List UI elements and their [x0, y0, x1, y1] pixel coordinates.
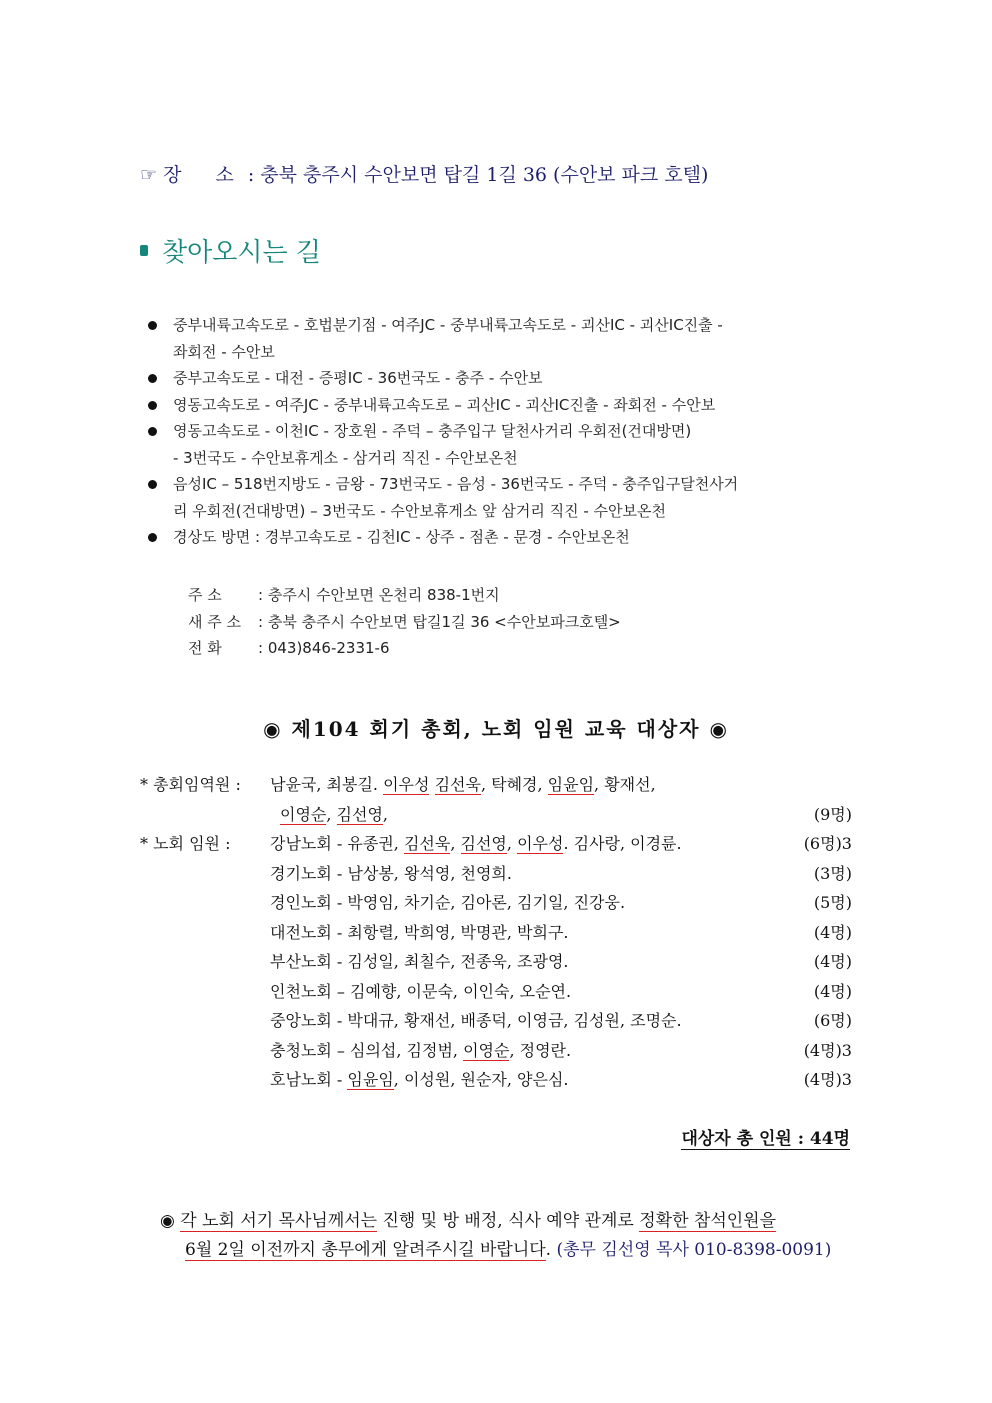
notice-line-1 — [160, 1207, 860, 1236]
presbytery-entry — [270, 859, 512, 889]
member-text: , — [506, 834, 518, 853]
officer-underlined-name: 임윤임 — [547, 775, 595, 794]
contact-info: (총무 김선영 목사 010-8398-0091) — [556, 1240, 832, 1260]
venue-label: 장 소 — [163, 164, 248, 186]
venue-separator: : — [247, 164, 255, 186]
general-officers-names — [280, 800, 388, 830]
presbytery-name: 대전노회 — [270, 922, 337, 942]
presbytery-row — [140, 977, 852, 1007]
member-text: - 남상봉, 왕석영, 천영희. — [336, 863, 512, 883]
presbytery-name: 인천노회 — [270, 981, 337, 1001]
bullet-icon — [148, 321, 157, 330]
route-item — [148, 365, 868, 392]
presbytery-entry — [270, 888, 625, 918]
presbytery-name: 충청노회 — [270, 1040, 337, 1060]
total-count: 대상자 총 인원 : 44명 — [681, 1124, 850, 1150]
member-text: , 이성원, 원순자, 양은심. — [393, 1070, 569, 1089]
presbytery-name: 경기노회 — [270, 863, 337, 883]
member-text: - 유종권, — [336, 834, 404, 853]
member-text: - 박대규, 황재선, 배종덕, 이영금, 김성원, 조명순. — [336, 1011, 682, 1030]
member-text: - 최항렬, 박희영, 박명관, 박희구. — [336, 922, 569, 942]
general-officers-row — [140, 800, 852, 830]
presbytery-entry — [270, 918, 569, 948]
route-line: 영동고속도로 - 이천IC - 장호원 - 주덕 – 충주입구 달천사거리 우회전(건대방면) — [173, 422, 692, 440]
presbytery-entry — [270, 947, 569, 977]
emphasized-notice-text: 정확한 참석인원을 — [639, 1211, 777, 1231]
presbytery-row — [140, 888, 852, 918]
member-text: – 심의섭, 김정범, — [336, 1040, 464, 1060]
general-officers-names — [270, 770, 656, 800]
new-address-row: 새 주 소 : 충북 충주시 수안보면 탑길1길 36 <수안보파크호텔> — [188, 612, 621, 631]
presbytery-name: 강남노회 — [270, 834, 337, 853]
phone-value: 043)846-2331-6 — [267, 639, 390, 657]
route-line: - 3번국도 - 수안보휴게소 - 삼거리 직진 - 수안보온천 — [173, 448, 518, 467]
route-line: 경상도 방면 : 경부고속도로 - 김천IC - 상주 - 점촌 - 문경 - 수안보온천 — [173, 528, 630, 546]
address-row: 주 소 : 충주시 수안보면 온천리 838-1번지 — [188, 586, 500, 604]
emphasized-notice-text: 6월 2일 이전까지 총무에게 알려주시길 바랍니다 — [185, 1240, 546, 1260]
bullet-icon — [148, 533, 157, 542]
notice-line-2 — [160, 1236, 860, 1265]
venue-line — [140, 160, 708, 187]
presbytery-row — [140, 1065, 852, 1095]
bullet-icon — [148, 427, 157, 436]
title-bullet-icon — [140, 245, 148, 256]
presbytery-name: 부산노회 — [270, 952, 337, 971]
officer-text: 남윤국, 최봉길. — [270, 775, 384, 794]
officer-underlined-name: 이영순 — [280, 804, 327, 824]
phone-row: 전 화 : 043)846-2331-6 — [188, 639, 390, 657]
presbytery-entry — [270, 1065, 569, 1095]
member-underlined-name: 이우성 — [517, 834, 564, 853]
bullet-icon — [148, 480, 157, 489]
officer-underlined-name: 김선영 — [336, 804, 383, 824]
officer-text: , 황재선, — [594, 775, 656, 794]
address-value: 충주시 수안보면 온천리 838-1번지 — [267, 586, 500, 604]
member-underlined-name: 임윤임 — [347, 1070, 394, 1089]
member-count: (3명) — [813, 863, 852, 883]
member-text: , 정영란. — [509, 1040, 572, 1060]
member-underlined-name: 김선영 — [460, 834, 507, 853]
member-count: (4명) — [813, 922, 852, 942]
notice-text: . — [545, 1240, 557, 1260]
presbytery-entry — [270, 1036, 571, 1066]
address-block — [188, 582, 621, 662]
member-text: . 김사랑, 이경륜. — [563, 834, 682, 853]
officer-underlined-name: 이우성 — [383, 775, 430, 794]
route-line: 리 우회전(건대방면) – 3번국도 - 수안보휴게소 앞 삼거리 직진 - 수안보온천 — [173, 501, 666, 520]
member-text: - 박영임, 차기순, 김아론, 김기일, 진강웅. — [336, 893, 626, 912]
route-list — [148, 312, 868, 551]
notice — [160, 1207, 860, 1265]
venue-text: 충북 충주시 수안보면 탑길 1길 36 (수안보 파크 호텔) — [260, 164, 709, 186]
bullet-icon — [148, 401, 157, 410]
notice-bullet-icon: ◉ — [160, 1211, 175, 1231]
general-officers-label: * 총회임역원 : — [140, 775, 241, 794]
officer-text: , 탁혜경, — [480, 775, 548, 794]
member-count: (6명) — [813, 1011, 852, 1030]
route-line: 음성IC – 518번지방도 - 금왕 - 73번국도 - 음성 - 36번국도 - 주덕 - 충주입구달천사거 — [173, 475, 739, 493]
presbytery-row — [140, 1006, 852, 1036]
member-text: – 김예향, 이문숙, 이인숙, 오순연. — [336, 981, 572, 1001]
presbytery-name: 호남노회 — [270, 1070, 337, 1089]
notice-text: 진행 및 방 배정, 식사 예약 관계로 — [377, 1211, 640, 1231]
officer-underlined-name: 김선욱 — [434, 775, 481, 794]
member-count: (6명)3 — [803, 834, 852, 853]
bullet-icon — [148, 374, 157, 383]
member-count: (4명) — [813, 952, 852, 971]
participants-heading: ◉ 제104 회기 총회, 노회 임원 교육 대상자 ◉ — [263, 717, 729, 741]
presbytery-row — [140, 829, 852, 859]
participant-list — [140, 770, 852, 1095]
presbytery-row — [140, 918, 852, 948]
officer-count: (9명) — [813, 804, 852, 824]
presbytery-row — [140, 1036, 852, 1066]
member-underlined-name: 김선욱 — [403, 834, 451, 853]
member-count: (5명) — [813, 893, 852, 912]
presbytery-entry — [270, 1006, 682, 1036]
directions-title — [140, 232, 321, 269]
officer-text: , — [326, 804, 337, 824]
route-item — [148, 312, 868, 365]
presbytery-row — [140, 859, 852, 889]
route-line: 중부내륙고속도로 - 호법분기점 - 여주JC - 중부내륙고속도로 - 괴산IC - 괴산IC진출 - — [173, 316, 723, 334]
presbytery-name: 중앙노회 — [270, 1011, 337, 1030]
presbytery-name: 경인노회 — [270, 893, 337, 912]
presbytery-officers-label: * 노회 임원 : — [140, 834, 231, 853]
member-text: , — [450, 834, 461, 853]
new-address-value: 충북 충주시 수안보면 탑길1길 36 <수안보파크호텔> — [267, 612, 621, 631]
member-count: (4명)3 — [803, 1070, 852, 1089]
pointing-hand-icon: ☞ — [140, 164, 158, 186]
emphasized-notice-text: 각 노회 서기 목사님께서는 — [180, 1211, 378, 1231]
member-count: (4명) — [813, 981, 852, 1001]
presbytery-row — [140, 947, 852, 977]
presbytery-entry — [270, 977, 571, 1007]
member-text: - — [336, 1070, 348, 1089]
route-item — [148, 524, 868, 551]
route-item — [148, 471, 868, 524]
route-line: 좌회전 - 수안보 — [173, 342, 275, 361]
member-underlined-name: 이영순 — [463, 1040, 510, 1060]
route-line: 영동고속도로 - 여주JC - 중부내륙고속도로 – 괴산IC - 괴산IC진출 - 좌회전 - 수안보 — [173, 395, 716, 414]
directions-title-text: 찾아오시는 길 — [162, 238, 321, 268]
route-line: 중부고속도로 - 대전 - 증평IC - 36번국도 - 충주 - 수안보 — [173, 369, 543, 387]
member-count: (4명)3 — [803, 1040, 852, 1060]
general-officers-row — [140, 770, 852, 800]
route-item — [148, 418, 868, 471]
route-item — [148, 392, 868, 419]
member-text: - 김성일, 최칠수, 전종욱, 조광영. — [336, 952, 569, 971]
presbytery-entry — [270, 829, 682, 859]
officer-text: , — [382, 804, 389, 824]
officer-text — [429, 775, 434, 794]
